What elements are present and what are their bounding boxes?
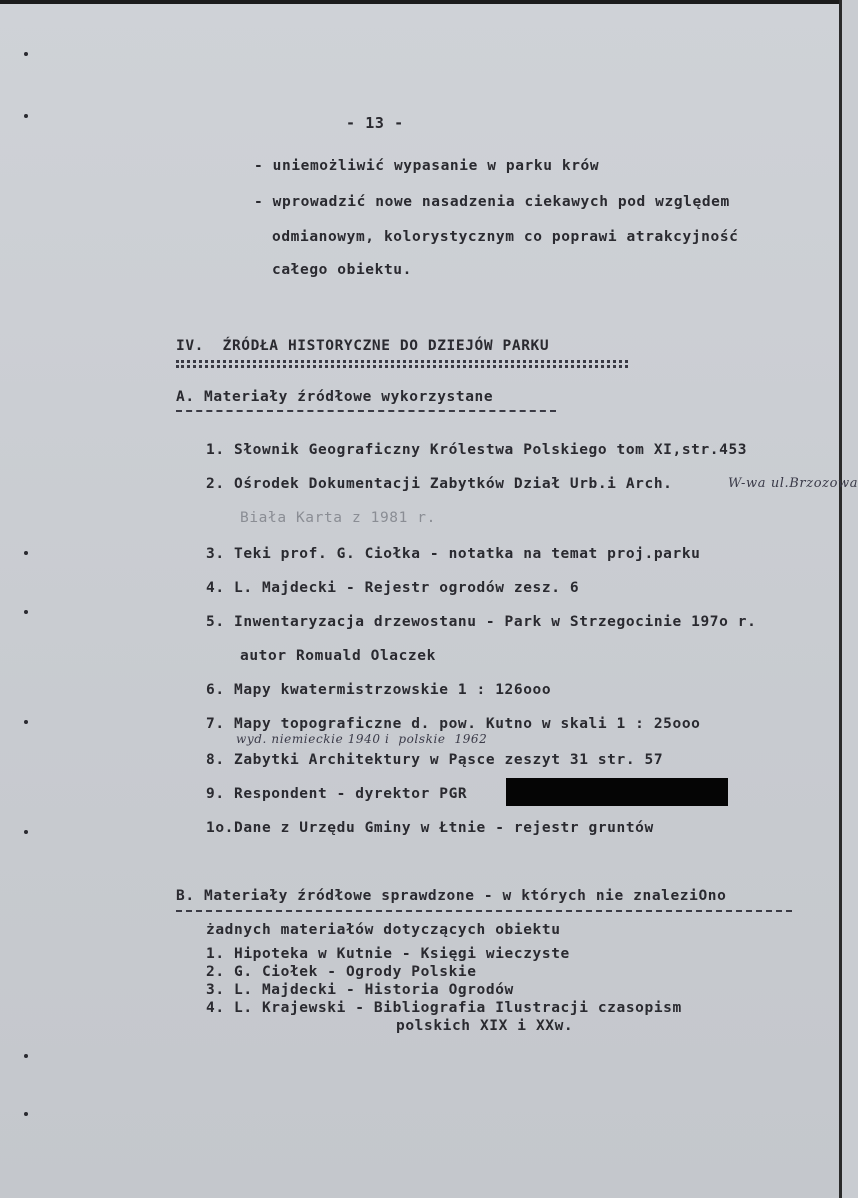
margin-dot — [24, 830, 28, 834]
margin-dot — [24, 551, 28, 555]
margin-dot — [24, 52, 28, 56]
bullet-line: - uniemożliwić wypasanie w parku krów — [254, 158, 600, 174]
section-b-heading: B. Materiały źródłowe sprawdzone - w których nie znaleziOno — [176, 888, 727, 904]
handwritten-note: W-wa ul.Brzozowa — [728, 476, 858, 491]
checked-source-item: 2. G. Ciołek - Ogrody Polskie — [206, 964, 477, 980]
source-item-continued: autor Romuald Olaczek — [240, 648, 436, 664]
bullet-line: całego obiektu. — [272, 262, 412, 278]
checked-source-item: 1. Hipoteka w Kutnie - Księgi wieczyste — [206, 946, 570, 962]
subsection-underline — [176, 410, 556, 412]
scan-edge-top — [0, 0, 842, 4]
source-item: 8. Zabytki Architektury w Pąsce zeszyt 31 str. 57 — [206, 752, 664, 768]
source-item: 6. Mapy kwatermistrzowskie 1 : 126ooo — [206, 682, 552, 698]
checked-source-item-continued: polskich XIX i XXw. — [396, 1018, 574, 1034]
checked-source-item: 4. L. Krajewski - Bibliografia Ilustracji czasopism — [206, 1000, 682, 1016]
margin-dot — [24, 720, 28, 724]
section-iv-heading: IV. ŹRÓDŁA HISTORYCZNE DO DZIEJÓW PARKU — [176, 338, 550, 354]
source-item: 5. Inwentaryzacja drzewostanu - Park w Strzegocinie 197o r. — [206, 614, 757, 630]
handwritten-note: wyd. niemieckie 1940 i polskie 1962 — [236, 732, 488, 746]
scan-edge-right — [839, 0, 842, 1198]
source-item: 3. Teki prof. G. Ciołka - notatka na temat proj.parku — [206, 546, 701, 562]
source-item: 1o.Dane z Urzędu Gminy w Łtnie - rejestr gruntów — [206, 820, 654, 836]
page-number: - 13 - — [346, 114, 404, 132]
margin-dot — [24, 1112, 28, 1116]
source-item: 1. Słownik Geograficzny Królestwa Polskiego tom XI,str.453 — [206, 442, 748, 458]
section-b-underline — [176, 910, 792, 912]
margin-dot — [24, 114, 28, 118]
heading-underline — [176, 365, 628, 368]
redaction-box — [506, 778, 728, 806]
margin-dot — [24, 610, 28, 614]
margin-dot — [24, 1054, 28, 1058]
subsection-a-heading: A. Materiały źródłowe wykorzystane — [176, 389, 494, 405]
heading-underline — [176, 360, 628, 363]
bullet-line: odmianowym, kolorystycznym co poprawi atrakcyjność — [272, 229, 739, 245]
checked-source-item: 3. L. Majdecki - Historia Ogrodów — [206, 982, 514, 998]
source-item: 4. L. Majdecki - Rejestr ogrodów zesz. 6 — [206, 580, 580, 596]
source-item: 9. Respondent - dyrektor PGR — [206, 786, 468, 802]
source-item: 2. Ośrodek Dokumentacji Zabytków Dział Urb.i Arch. — [206, 476, 673, 492]
source-item-continued: Biała Karta z 1981 r. — [240, 510, 436, 526]
source-item: 7. Mapy topograficzne d. pow. Kutno w skali 1 : 25ooo — [206, 716, 701, 732]
section-b-heading-continued: żadnych materiałów dotyczących obiektu — [206, 922, 561, 938]
bullet-line: - wprowadzić nowe nasadzenia ciekawych pod względem — [254, 194, 730, 210]
